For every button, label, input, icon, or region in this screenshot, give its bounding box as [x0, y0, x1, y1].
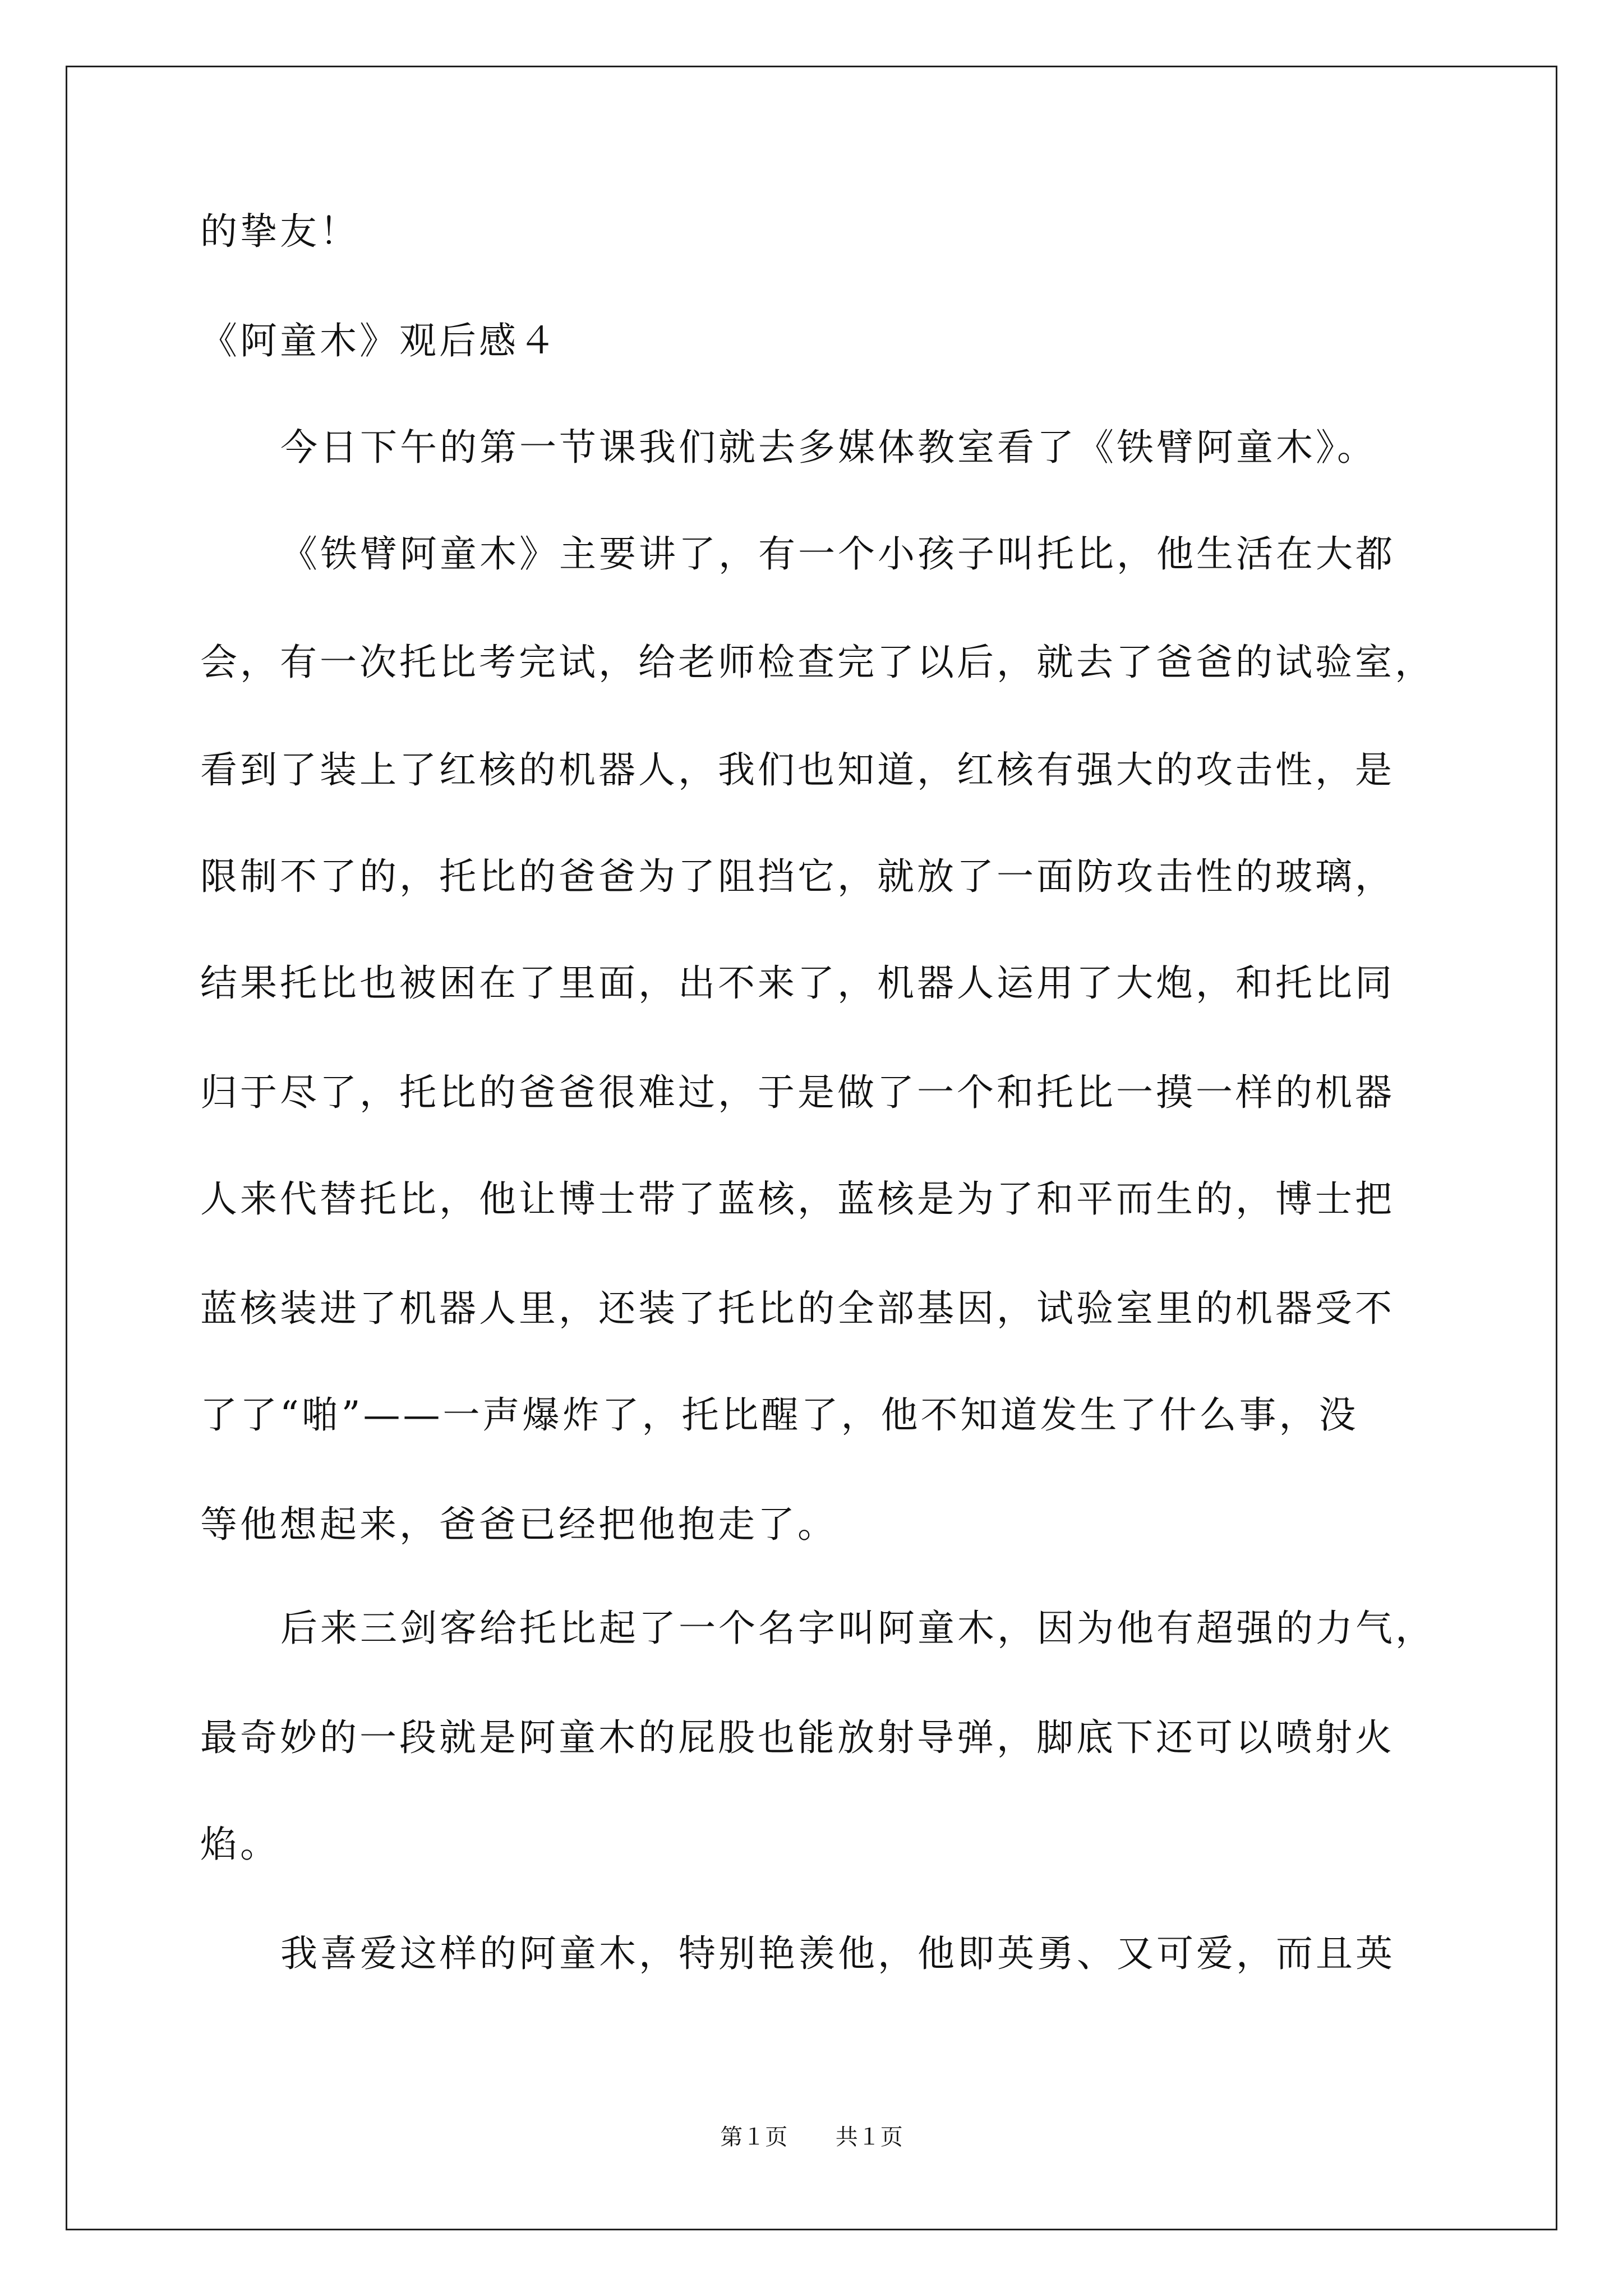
page-number: 第１页 [720, 2124, 788, 2150]
text-line: 看到了装上了红核的机器人，我们也知道，红核有强大的攻击性，是 [200, 748, 1395, 792]
text-line: 会，有一次托比考完试，给老师检查完了以后，就去了爸爸的试验室， [200, 641, 1435, 684]
text-line: 结果托比也被困在了里面，出不来了，机器人运用了大炮，和托比同 [200, 961, 1395, 1005]
page-border [66, 66, 1557, 2230]
text-line: 归于尽了，托比的爸爸很难过，于是做了一个和托比一摸一样的机器 [200, 1071, 1395, 1114]
text-line: 《铁臂阿童木》主要讲了，有一个小孩子叫托比，他生活在大都 [280, 532, 1395, 576]
text-line: 的挚友！ [200, 210, 359, 253]
section-heading: 《阿童木》观后感４ [200, 319, 559, 362]
text-line: 今日下午的第一节课我们就去多媒体教室看了《铁臂阿童木》。 [280, 426, 1377, 469]
text-line: 后来三剑客给托比起了一个名字叫阿童木，因为他有超强的力气， [280, 1607, 1435, 1650]
text-line: 了了“啪”——一声爆炸了，托比醒了，他不知道发生了什么事，没 [200, 1393, 1359, 1437]
text-line: 我喜爱这样的阿童木，特别艳羡他，他即英勇、又可爱，而且英 [280, 1932, 1395, 1975]
page-total: 共１页 [835, 2124, 903, 2150]
text-line: 最奇妙的一段就是阿童木的屁股也能放射导弹，脚底下还可以喷射火 [200, 1716, 1395, 1759]
text-line: 等他想起来，爸爸已经把他抱走了。 [200, 1503, 837, 1546]
text-line: 蓝核装进了机器人里，还装了托比的全部基因，试验室里的机器受不 [200, 1287, 1395, 1330]
text-line: 限制不了的，托比的爸爸为了阻挡它，就放了一面防攻击性的玻璃， [200, 855, 1395, 898]
text-line: 焰。 [200, 1823, 280, 1866]
text-line: 人来代替托比，他让博士带了蓝核，蓝核是为了和平而生的，博士把 [200, 1177, 1395, 1221]
page-footer [0, 2126, 1623, 2148]
